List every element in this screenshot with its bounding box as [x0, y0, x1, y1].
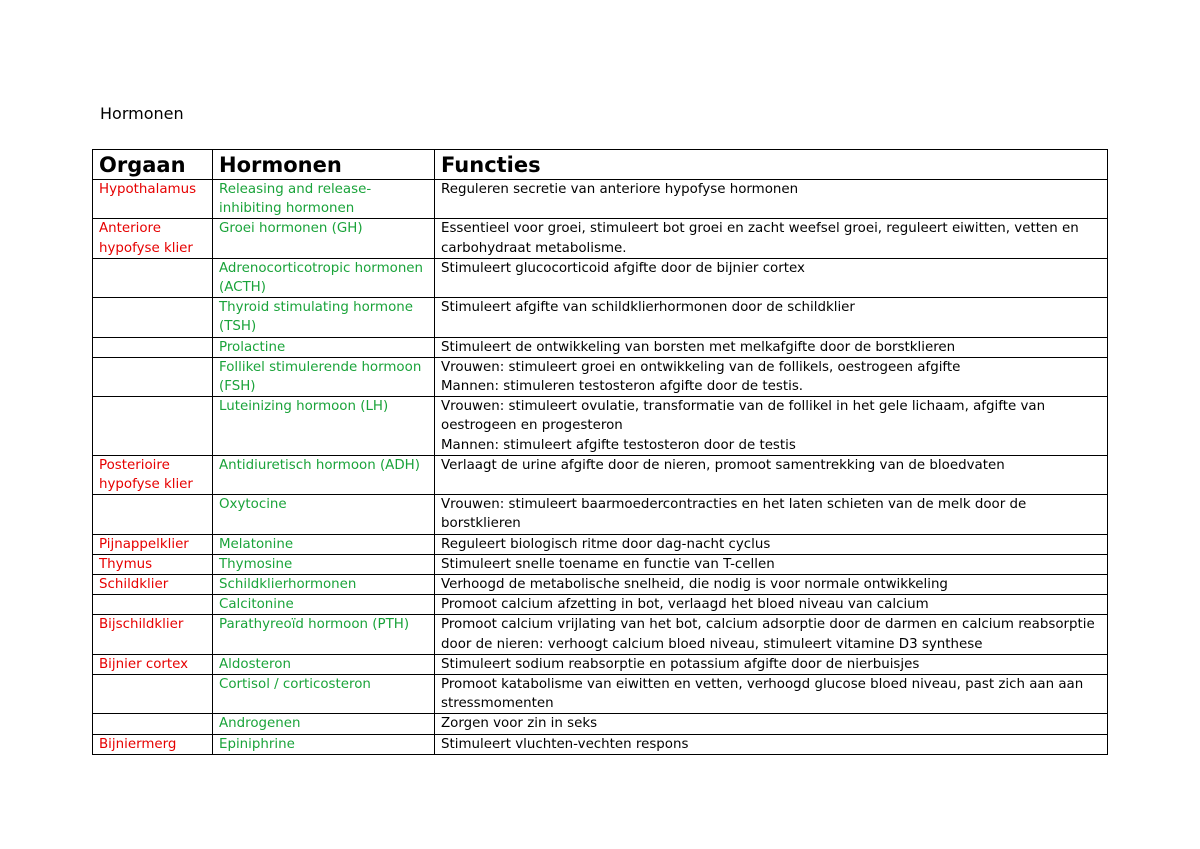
organ-cell: Posterioire hypofyse klier	[93, 455, 213, 494]
table-row	[93, 298, 1108, 337]
function-cell	[435, 455, 1108, 494]
hormone-cell: Epiniphrine	[213, 734, 435, 754]
table-row	[93, 734, 1108, 754]
header-organ: Orgaan	[93, 150, 213, 180]
table-row	[93, 219, 1108, 258]
function-cell	[435, 595, 1108, 615]
function-line: Vrouwen: stimuleert baarmoedercontracties en het laten schieten van de melk door de borstklieren	[441, 497, 1027, 532]
function-line: Mannen: stimuleren testosteron afgifte door de testis.	[441, 379, 804, 395]
hormone-cell: Cortisol / corticosteron	[213, 675, 435, 714]
function-cell	[435, 675, 1108, 714]
hormone-cell: Calcitonine	[213, 595, 435, 615]
table-row	[93, 554, 1108, 574]
hormone-cell: Releasing and release-inhibiting hormonen	[213, 180, 435, 219]
organ-cell	[93, 357, 213, 396]
function-cell	[435, 554, 1108, 574]
function-cell	[435, 357, 1108, 396]
hormone-cell: Antidiuretisch hormoon (ADH)	[213, 455, 435, 494]
function-line: Vrouwen: stimuleert ovulatie, transformatie van de follikel in het gele lichaam, afgifte van oestrogeen en progesteron	[441, 399, 1046, 434]
function-line: Stimuleert vluchten-vechten respons	[441, 736, 689, 752]
function-cell	[435, 734, 1108, 754]
hormone-table	[92, 149, 1108, 755]
function-line: Zorgen voor zin in seks	[441, 716, 598, 732]
table-row	[93, 534, 1108, 554]
table-row	[93, 397, 1108, 456]
hormone-cell: Follikel stimulerende hormoon (FSH)	[213, 357, 435, 396]
function-line: Mannen: stimuleert afgifte testosteron door de testis	[441, 437, 796, 453]
hormone-cell: Thymosine	[213, 554, 435, 574]
table-body	[93, 180, 1108, 755]
organ-cell: Anteriore hypofyse klier	[93, 219, 213, 258]
function-line: Stimuleert sodium reabsorptie en potassium afgifte door de nierbuisjes	[441, 656, 920, 672]
table-row	[93, 714, 1108, 734]
organ-cell	[93, 397, 213, 456]
hormone-cell: Prolactine	[213, 337, 435, 357]
function-cell	[435, 534, 1108, 554]
function-line: Verlaagt de urine afgifte door de nieren, promoot samentrekking van de bloedvaten	[441, 457, 1005, 473]
function-line: Reguleren secretie van anteriore hypofyse hormonen	[441, 182, 799, 197]
organ-cell: Bijniermerg	[93, 734, 213, 754]
table-row	[93, 615, 1108, 654]
function-cell	[435, 219, 1108, 258]
table-row	[93, 337, 1108, 357]
organ-cell	[93, 675, 213, 714]
hormone-cell: Schildklierhormonen	[213, 575, 435, 595]
table-row	[93, 495, 1108, 534]
organ-cell: Bijnier cortex	[93, 654, 213, 674]
organ-cell: Pijnappelklier	[93, 534, 213, 554]
hormone-cell: Melatonine	[213, 534, 435, 554]
hormone-cell: Groei hormonen (GH)	[213, 219, 435, 258]
function-cell	[435, 337, 1108, 357]
organ-cell	[93, 495, 213, 534]
table-row	[93, 455, 1108, 494]
function-cell	[435, 714, 1108, 734]
function-cell	[435, 654, 1108, 674]
table-row	[93, 258, 1108, 297]
function-cell	[435, 615, 1108, 654]
hormone-cell: Parathyreoïd hormoon (PTH)	[213, 615, 435, 654]
table-row	[93, 180, 1108, 219]
organ-cell: Schildklier	[93, 575, 213, 595]
function-cell	[435, 397, 1108, 456]
function-line: Stimuleert afgifte van schildklierhormonen door de schildklier	[441, 300, 855, 316]
organ-cell: Thymus	[93, 554, 213, 574]
function-line: Promoot katabolisme van eiwitten en vetten, verhoogd glucose bloed niveau, past zich aan aan stressmomenten	[441, 677, 1084, 712]
organ-cell: Bijschildklier	[93, 615, 213, 654]
organ-cell	[93, 298, 213, 337]
header-hormone: Hormonen	[213, 150, 435, 180]
hormone-cell: Thyroid stimulating hormone (TSH)	[213, 298, 435, 337]
organ-cell	[93, 337, 213, 357]
organ-cell: Hypothalamus	[93, 180, 213, 219]
table-row	[93, 357, 1108, 396]
hormone-cell: Luteinizing hormoon (LH)	[213, 397, 435, 456]
document-title: Hormonen	[100, 104, 184, 123]
hormone-cell: Androgenen	[213, 714, 435, 734]
table-header-row	[93, 150, 1108, 180]
header-function: Functies	[435, 150, 1108, 180]
hormone-cell: Oxytocine	[213, 495, 435, 534]
function-line: Promoot calcium vrijlating van het bot, calcium adsorptie door de darmen en calcium reabsorptie door de nieren: verhoogt calcium bloed niveau, stimuleert vitamine D3 synthese	[441, 617, 1095, 652]
function-line: Reguleert biologisch ritme door dag-nacht cyclus	[441, 536, 771, 552]
table-row	[93, 675, 1108, 714]
function-cell	[435, 258, 1108, 297]
function-line: Promoot calcium afzetting in bot, verlaagd het bloed niveau van calcium	[441, 597, 929, 613]
function-line: Verhoogd de metabolische snelheid, die nodig is voor normale ontwikkeling	[441, 577, 948, 593]
organ-cell	[93, 595, 213, 615]
function-line: Essentieel voor groei, stimuleert bot groei en zacht weefsel groei, reguleert eiwitten, vetten en carbohydraat metabolisme.	[441, 221, 1079, 256]
function-line: Vrouwen: stimuleert groei en ontwikkeling van de follikels, oestrogeen afgifte	[441, 359, 961, 375]
organ-cell	[93, 258, 213, 297]
function-cell	[435, 180, 1108, 219]
organ-cell	[93, 714, 213, 734]
table-row	[93, 575, 1108, 595]
hormone-cell: Adrenocorticotropic hormonen (ACTH)	[213, 258, 435, 297]
function-line: Stimuleert de ontwikkeling van borsten met melkafgifte door de borstklieren	[441, 339, 956, 355]
table-row	[93, 595, 1108, 615]
function-line: Stimuleert glucocorticoid afgifte door de bijnier cortex	[441, 260, 805, 276]
function-cell	[435, 575, 1108, 595]
table-row	[93, 654, 1108, 674]
function-cell	[435, 298, 1108, 337]
function-line: Stimuleert snelle toename en functie van T-cellen	[441, 556, 775, 572]
hormone-cell: Aldosteron	[213, 654, 435, 674]
function-cell	[435, 495, 1108, 534]
